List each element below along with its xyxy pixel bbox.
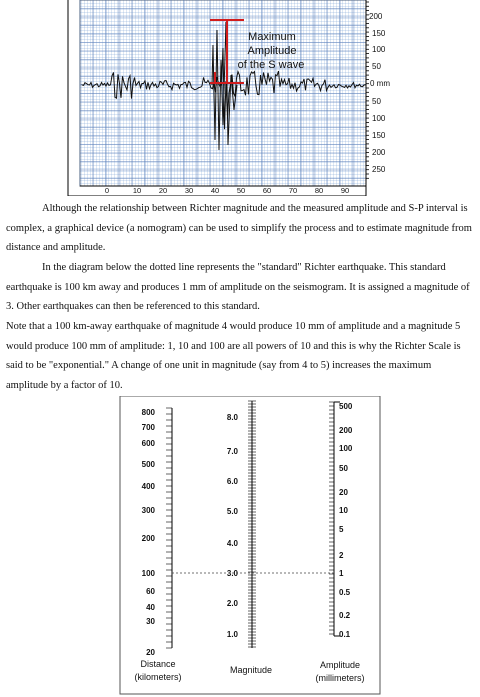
paragraph-1-text: Although the relationship between Richter magnitude and the measured amplitude and S-P interval is complex, a graphical device (a nomogram) can be used to simplify the process and to estimate magnitude from distance and amplitude. — [6, 203, 472, 253]
x-tick-0: 0 — [104, 186, 110, 195]
distance-units: (kilometers) — [134, 672, 182, 682]
scale-label-50: 50 — [372, 62, 381, 71]
amplitude-tick-0.1: 0.1 — [339, 630, 351, 639]
amplitude-tick-0.2: 0.2 — [339, 611, 351, 620]
amplitude-tick-2: 2 — [339, 551, 344, 560]
magnitude-tick-5: 5.0 — [226, 507, 238, 516]
x-tick-30: 30 — [184, 186, 194, 195]
amplitude-tick-50: 50 — [339, 464, 348, 473]
magnitude-tick-6: 6.0 — [226, 477, 238, 486]
scale-label-neg50: 50 — [372, 97, 381, 106]
distance-tick-700: 700 — [141, 423, 155, 432]
distance-tick-60: 60 — [146, 587, 155, 596]
magnitude-tick-8: 8.0 — [226, 413, 238, 422]
richter-nomogram — [0, 396, 480, 697]
amplitude-tick-0.5: 0.5 — [339, 588, 351, 597]
scale-label-zero: 0 mm — [370, 79, 390, 88]
distance-tick-800: 800 — [141, 408, 155, 417]
scale-label-200: 200 — [369, 12, 383, 21]
distance-tick-300: 300 — [141, 506, 155, 515]
distance-tick-40: 40 — [146, 603, 155, 612]
amplitude-tick-1: 1 — [339, 569, 344, 578]
scale-label-neg150: 150 — [372, 131, 386, 140]
distance-tick-400: 400 — [141, 482, 155, 491]
scale-label-neg200: 200 — [372, 148, 386, 157]
x-tick-80: 80 — [314, 186, 324, 195]
paragraph-2-text: In the diagram below the dotted line represents the "standard" Richter earthquake. This standard earthquake is 100 km away and produces 1 mm of amplitude on the seismogram. It is assigned a magnitude of 3. Other earthquakes can then be referenced to this standard. — [6, 262, 470, 312]
distance-tick-100: 100 — [141, 569, 155, 578]
x-tick-40: 40 — [210, 186, 220, 195]
distance-tick-30: 30 — [146, 617, 155, 626]
scale-label-100: 100 — [372, 45, 386, 54]
scale-label-neg250: 250 — [372, 165, 386, 174]
magnitude-tick-4: 4.0 — [226, 539, 238, 548]
amplitude-tick-5: 5 — [339, 525, 344, 534]
distance-tick-600: 600 — [141, 439, 155, 448]
paragraph-3-text: Note that a 100 km-away earthquake of magnitude 4 would produce 10 mm of amplitude and a magnitude 5 would produce 100 mm of amplitude: 1, 10 and 100 are all powers of 10 and this is why the Richter Scale is said to be "exponential." A change of one unit in magnitude (say from 4 to 5) increases the maximum amplitude by a factor of 10. — [6, 321, 461, 391]
magnitude-tick-7: 7.0 — [226, 447, 238, 456]
amplitude-tick-500: 500 — [339, 402, 353, 411]
seismogram-figure — [0, 0, 480, 196]
distance-tick-500: 500 — [141, 460, 155, 469]
magnitude-tick-2: 2.0 — [226, 599, 238, 608]
scale-label-neg100: 100 — [372, 114, 386, 123]
x-tick-60: 60 — [262, 186, 272, 195]
magnitude-tick-1: 1.0 — [226, 630, 238, 639]
amplitude-tick-20: 20 — [339, 488, 348, 497]
amplitude-tick-10: 10 — [339, 506, 348, 515]
distance-title: Distance — [140, 659, 176, 669]
annotation-line-3: of the S wave — [237, 59, 305, 71]
amplitude-tick-200: 200 — [339, 426, 353, 435]
amplitude-title: Amplitude — [319, 660, 361, 670]
distance-tick-200: 200 — [141, 534, 155, 543]
paragraph-2 — [6, 258, 474, 317]
paragraph-1 — [6, 199, 474, 258]
magnitude-title: Magnitude — [229, 665, 273, 675]
magnitude-tick-3: 3.0 — [226, 569, 238, 578]
x-tick-50: 50 — [236, 186, 246, 195]
distance-tick-20: 20 — [146, 648, 155, 657]
annotation-line-2: Amplitude — [247, 45, 297, 57]
scale-label-150: 150 — [372, 29, 386, 38]
paragraph-3 — [6, 317, 474, 395]
amplitude-units: (millimeters) — [315, 673, 365, 683]
x-tick-90: 90 — [340, 186, 350, 195]
amplitude-tick-100: 100 — [339, 444, 353, 453]
x-tick-10: 10 — [132, 186, 142, 195]
x-tick-70: 70 — [288, 186, 298, 195]
annotation-line-1: Maximum — [248, 31, 296, 43]
x-tick-20: 20 — [158, 186, 168, 195]
